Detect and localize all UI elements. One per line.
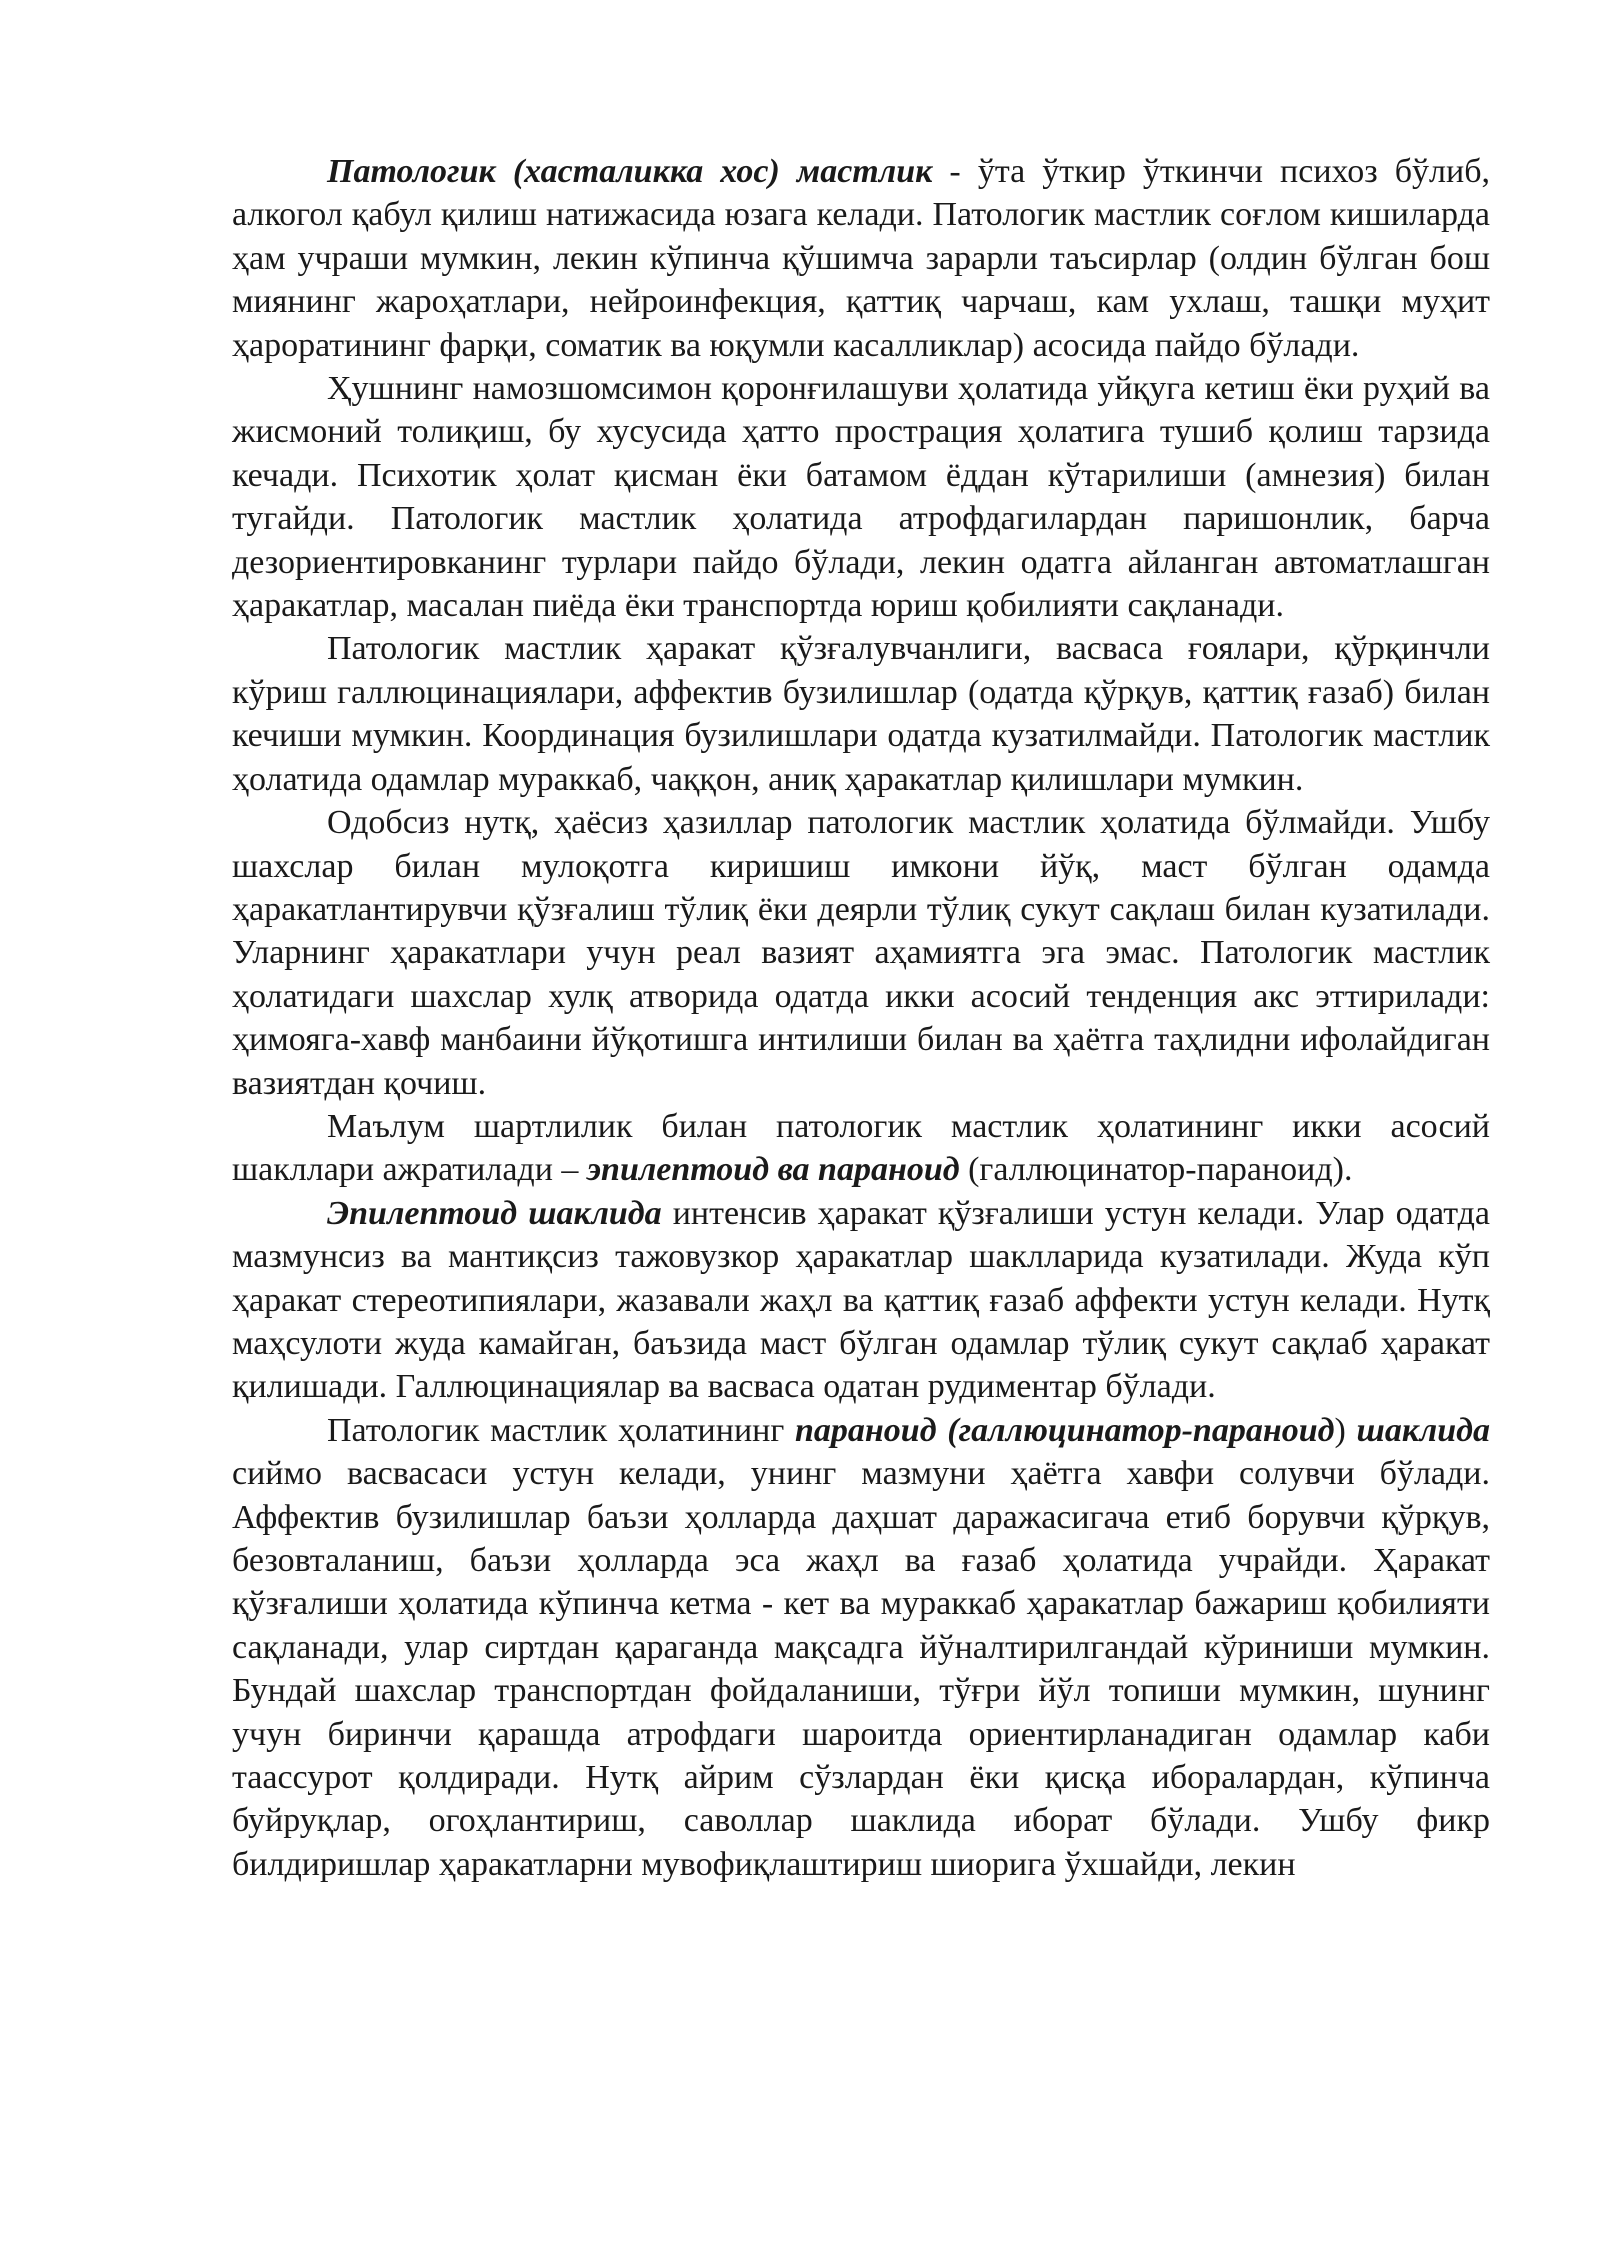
paragraph-text: Маълум шартлилик билан патологик мастлик ҳолатининг икки асосий шакллари ажратилади – xyxy=(232,1107,1490,1189)
paragraph-two-forms xyxy=(232,1105,1490,1192)
paragraph-text: сиймо васвасаси устун келади, унинг мазмуни ҳаётга хавфи солувчи бўлади. Аффектив бузилишлар баъзи ҳолларда даҳшат даражасигача етиб борувчи қўрқув, безовталаниш, баъзи ҳолларда эса жаҳл ва ғазаб ҳолатида учрайди. Ҳаракат қўзғалиши ҳолатида кўпинча кетма - кет ва мураккаб ҳаракатлар бажариш қобилияти сақланади, улар сиртдан қараганда мақсадга йўналтирилгандай кўриниши мумкин. Бундай шахслар транспортдан фойдаланиши, тўғри йўл топиши мумкин, шунинг учун биринчи қарашда атрофдаги шароитда ориентирланадиган одамлар каби таассурот қолдиради. Нутқ айрим сўзлардан ёки қисқа иборалардан, кўпинча буйруқлар, огоҳлантириш, саволлар шаклида иборат бўлади. Ушбу фикр билдиришлар ҳаракатларни мувофиқлаштириш шиорига ўхшайди, лекин xyxy=(232,1455,1490,1883)
paragraph-epileptoid-form xyxy=(232,1192,1490,1409)
paragraph-behavior-tendencies xyxy=(232,801,1490,1105)
paragraph-text: Патологик мастлик ҳаракат қўзғалувчанлиги, васваса ғоялари, қўрқинчли кўриш галлюцинациялари, аффектив бузилишлар (одатда қўрқув, қаттиқ ғазаб) билан кечиши мумкин. Координация бузилишлари одатда кузатилмайди. Патологик мастлик ҳолатида одамлар мураккаб, чаққон, аниқ ҳаракатлар қилишлари мумкин. xyxy=(232,630,1490,798)
term-paranoid-hallucinatory: параноид (галлюцинатор-параноид xyxy=(795,1411,1335,1449)
paragraph-text: ) xyxy=(1334,1411,1357,1449)
paragraph-text: Патологик мастлик ҳолатининг xyxy=(327,1411,796,1449)
paragraph-text: Одобсиз нутқ, ҳаёсиз ҳазиллар патологик мастлик ҳолатида бўлмайди. Ушбу шахслар билан мулоқотга киришиш имкони йўқ, маст бўлган одамда ҳаракатлантирувчи қўзғалиш тўлиқ ёки деярли тўлиқ сукут сақлаш билан кузатилади. Уларнинг ҳаракатлари учун реал вазият аҳамиятга эга эмас. Патологик мастлик ҳолатидаги шахслар хулқ атворида одатда икки асосий тенденция акс эттирилади: ҳимояга-хавф манбаини йўқотишга интилиши билан ва ҳаётга таҳлидни ифолайдиган вазиятдан қочиш. xyxy=(232,804,1490,1102)
paragraph-consciousness-clouding xyxy=(232,367,1490,627)
document-page xyxy=(232,150,1490,1886)
term-epileptoid-and-paranoid: эпилептоид ва параноид xyxy=(586,1151,960,1189)
term-epileptoid-form: Эпилептоид шаклида xyxy=(327,1194,662,1232)
term-pathological-intoxication: Патологик (хасталикка хос) мастлик xyxy=(327,153,950,190)
term-form: шаклида xyxy=(1356,1411,1491,1449)
paragraph-text: (галлюцинатор-параноид). xyxy=(959,1151,1353,1189)
paragraph-motor-excitation xyxy=(232,627,1490,801)
paragraph-text: - ўта ўткир ўткинчи психоз бўлиб, алкогол қабул қилиш натижасида юзага келади. Патологик мастлик соғлом кишиларда ҳам учраши мумкин, лекин кўпинча қўшимча зарарли таъсирлар (олдин бўлган бош миянинг жароҳатлари, нейроинфекция, қаттиқ чарчаш, кам ухлаш, ташқи муҳит ҳароратининг фарқи, соматик ва юқумли касалликлар) асосида пайдо бўлади. xyxy=(232,153,1490,364)
paragraph-paranoid-form xyxy=(232,1409,1490,1886)
paragraph-text: интенсив ҳаракат қўзғалиши устун келади. Улар одатда мазмунсиз ва мантиқсиз тажовузкор ҳаракатлар шаклларида кузатилади. Жуда кўп ҳаракат стереотипиялари, жазавали жаҳл ва қаттиқ ғазаб аффекти устун келади. Нутқ маҳсулоти жуда камайган, баъзида маст бўлган одамлар тўлиқ сукут сақлаб ҳаракат қилишади. Галлюцинациялар ва васваса одатан рудиментар бўлади. xyxy=(232,1194,1490,1406)
paragraph-pathological-intoxication-definition xyxy=(232,150,1490,367)
paragraph-text: Ҳушнинг намозшомсимон қоронғилашуви ҳолатида уйқуга кетиш ёки руҳий ва жисмоний толиқиш, бу хусусида ҳатто прострация ҳолатига тушиб қолиш тарзида кечади. Психотик ҳолат қисман ёки батамом ёддан кўтарилиши (амнезия) билан тугайди. Патологик мастлик ҳолатида атрофдагилардан паришонлик, барча дезориентировканинг турлари пайдо бўлади, лекин одатга айланган автоматлашган ҳаракатлар, масалан пиёда ёки транспортда юриш қобилияти сақланади. xyxy=(232,370,1490,625)
